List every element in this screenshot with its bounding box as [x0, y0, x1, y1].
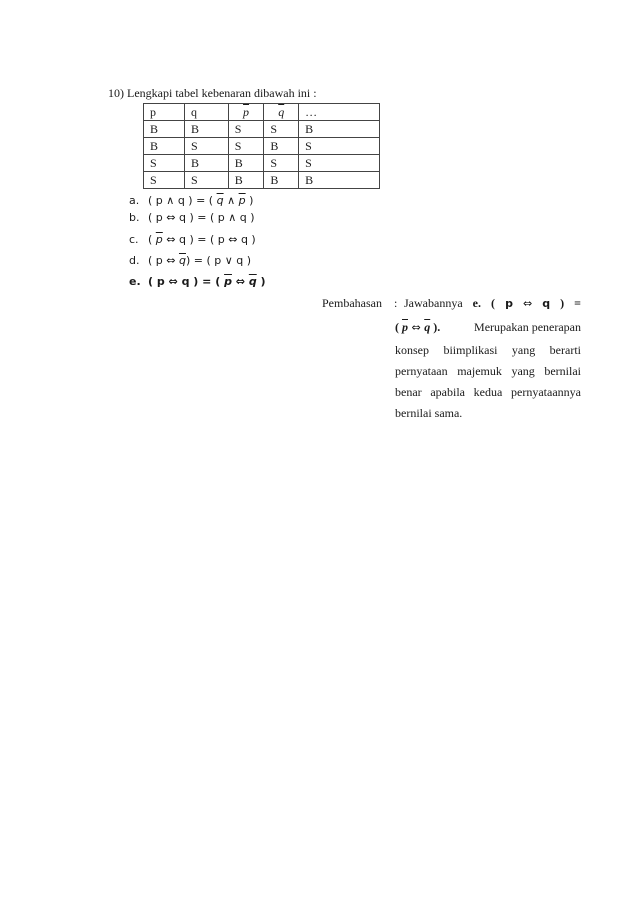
- table-cell: S: [264, 155, 299, 172]
- table-cell: S: [299, 155, 380, 172]
- option-d: [129, 254, 251, 267]
- table-cell: B: [185, 121, 229, 138]
- answer-letter: e.: [472, 296, 481, 310]
- table-cell: B: [264, 172, 299, 189]
- discussion-text: =: [574, 296, 581, 310]
- discussion-text: q: [542, 297, 551, 310]
- option-a: [129, 194, 253, 207]
- table-row: [144, 155, 380, 172]
- question-number: 10): [108, 86, 124, 100]
- discussion-text: Jawabannya: [404, 296, 463, 310]
- option-label: d.: [129, 254, 140, 267]
- table-cell: S: [264, 121, 299, 138]
- discussion-text: ): [560, 296, 565, 310]
- discussion-label: Pembahasan: [322, 296, 382, 310]
- discussion-line-2: [395, 320, 581, 335]
- header-p: p: [144, 104, 185, 121]
- option-text: ( p ⇔: [148, 254, 179, 267]
- table-cell: B: [299, 121, 380, 138]
- discussion-line-6: bernilai sama.: [395, 406, 463, 420]
- option-text: (: [148, 233, 156, 246]
- header-result: …: [299, 104, 380, 121]
- table-cell: B: [228, 172, 264, 189]
- table-row: [144, 121, 380, 138]
- table-cell: S: [185, 172, 229, 189]
- not-q-symbol: $\overline{q}$: [248, 275, 257, 288]
- not-q-symbol: $\overline{q}$: [216, 194, 224, 207]
- not-q-symbol: $\overline{q}$: [178, 254, 186, 267]
- table-cell: B: [228, 155, 264, 172]
- truth-table-header: [144, 104, 380, 121]
- table-cell: S: [144, 155, 185, 172]
- not-p-symbol: $\overline{p}$: [224, 275, 232, 288]
- option-text: ) = ( p ∨ q ): [185, 254, 252, 267]
- discussion-line-1: [404, 296, 581, 311]
- option-label: c.: [129, 233, 139, 246]
- table-cell: S: [228, 121, 264, 138]
- option-b: [129, 211, 255, 224]
- table-cell: B: [144, 138, 185, 155]
- table-cell: B: [264, 138, 299, 155]
- discussion-text: p: [505, 297, 513, 310]
- table-cell: B: [299, 172, 380, 189]
- question-heading: [108, 86, 317, 101]
- question-text: Lengkapi tabel kebenaran dibawah ini :: [127, 86, 317, 100]
- not-p-symbol: $\overline{p}$: [238, 194, 246, 207]
- option-text: ( p ⇔ q ) = ( p ∧ q ): [148, 211, 255, 224]
- discussion-text: ⇔: [522, 297, 533, 310]
- header-q: q: [185, 104, 229, 121]
- discussion-line-3: konsep biimplikasi yang berarti: [395, 343, 581, 357]
- table-cell: S: [185, 138, 229, 155]
- discussion-text: ⇔: [408, 321, 425, 334]
- option-e: [129, 275, 266, 288]
- table-cell: B: [185, 155, 229, 172]
- truth-table: [143, 103, 380, 189]
- header-not-p: $\overline{p}$: [228, 104, 264, 121]
- table-cell: S: [144, 172, 185, 189]
- discussion-text: Merupakan penerapan: [474, 320, 581, 334]
- not-p-symbol: $\overline{p}$: [155, 233, 163, 246]
- option-text: ( p ∧ q ) = (: [148, 194, 217, 207]
- table-row: [144, 172, 380, 189]
- table-cell: S: [299, 138, 380, 155]
- discussion-colon: :: [394, 296, 398, 310]
- option-text: ): [245, 194, 254, 207]
- table-row: [144, 138, 380, 155]
- table-cell: B: [144, 121, 185, 138]
- option-text: ⇔ q ) = ( p ⇔ q ): [162, 233, 256, 246]
- discussion-line-4: pernyataan majemuk yang bernilai: [395, 364, 581, 378]
- option-label: a.: [129, 194, 140, 207]
- not-q-symbol: $\overline{q}$: [424, 320, 431, 334]
- header-not-q: $\overline{q}$: [264, 104, 299, 121]
- option-label: b.: [129, 211, 140, 224]
- discussion-text: (: [395, 320, 402, 334]
- option-c: [129, 233, 256, 246]
- option-label: e.: [129, 275, 141, 288]
- discussion-text: ).: [430, 320, 441, 334]
- option-text: ⇔: [231, 275, 249, 288]
- option-text: ∧: [223, 194, 239, 207]
- discussion-text: (: [491, 296, 496, 310]
- table-cell: S: [228, 138, 264, 155]
- option-text: ): [256, 275, 266, 288]
- not-p-symbol: $\overline{p}$: [402, 320, 408, 334]
- option-text: ( p ⇔ q ) = (: [148, 275, 225, 288]
- discussion-line-5: benar apabila kedua pernyataannya: [395, 385, 581, 399]
